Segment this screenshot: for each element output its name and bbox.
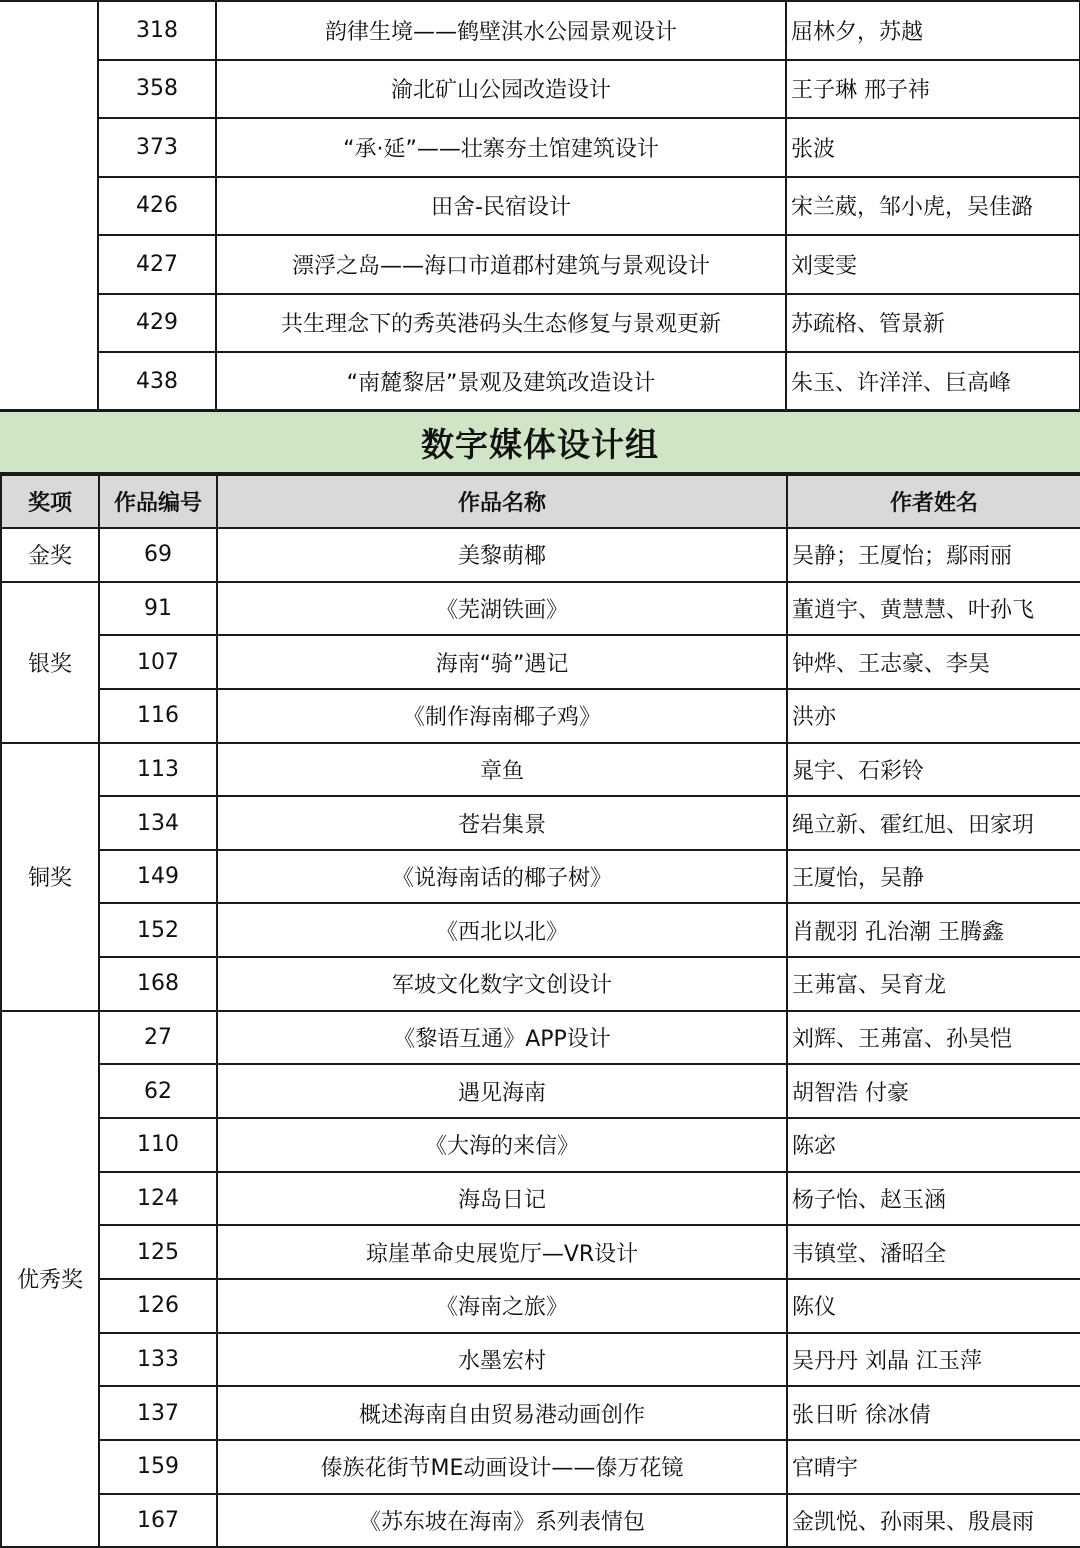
entry-id: 427 xyxy=(98,235,216,294)
entry-title: 《黎语互通》APP设计 xyxy=(217,1011,787,1065)
award-level: 优秀奖 xyxy=(1,1011,99,1547)
entry-id: 124 xyxy=(99,1172,217,1226)
entry-title: 章鱼 xyxy=(217,743,787,797)
table-row xyxy=(1,850,1080,904)
table-row xyxy=(0,177,1080,236)
entry-authors: 王厦怡，吴静 xyxy=(787,850,1080,904)
entry-authors: 张日昕 徐冰倩 xyxy=(787,1386,1080,1440)
entry-id: 373 xyxy=(98,118,216,177)
entry-id: 134 xyxy=(99,796,217,850)
entry-authors: 钟烨、王志豪、李昊 xyxy=(787,635,1080,689)
table-row xyxy=(1,528,1080,582)
table-row xyxy=(1,1440,1080,1494)
entry-title: 韵律生境——鹤壁淇水公园景观设计 xyxy=(216,1,786,60)
entry-id: 133 xyxy=(99,1333,217,1387)
award-level: 金奖 xyxy=(1,528,99,582)
header-award: 奖项 xyxy=(1,475,99,528)
entry-id: 62 xyxy=(99,1064,217,1118)
award-level: 铜奖 xyxy=(1,743,99,1011)
entry-authors: 朱玉、许洋洋、巨高峰 xyxy=(786,352,1080,411)
table-row xyxy=(1,1172,1080,1226)
entry-authors: 晁宇、石彩铃 xyxy=(787,743,1080,797)
entry-id: 91 xyxy=(99,582,217,636)
table-row xyxy=(0,60,1080,119)
table-row xyxy=(0,294,1080,353)
entry-id: 137 xyxy=(99,1386,217,1440)
entry-id: 107 xyxy=(99,635,217,689)
entry-authors: 屈林夕，苏越 xyxy=(786,1,1080,60)
entry-authors: 韦镇堂、潘昭全 xyxy=(787,1225,1080,1279)
table-row xyxy=(1,635,1080,689)
table-row xyxy=(1,743,1080,797)
entry-title: 海岛日记 xyxy=(217,1172,787,1226)
entry-authors: 吴丹丹 刘晶 江玉萍 xyxy=(787,1333,1080,1387)
entry-id: 167 xyxy=(99,1494,217,1548)
entry-title: “南麓黎居”景观及建筑改造设计 xyxy=(216,352,786,411)
table-row xyxy=(1,1333,1080,1387)
entry-authors: 洪亦 xyxy=(787,689,1080,743)
entry-authors: 肖靓羽 孔治潮 王腾鑫 xyxy=(787,903,1080,957)
entry-title: 渝北矿山公园改造设计 xyxy=(216,60,786,119)
entry-authors: 杨子怡、赵玉涵 xyxy=(787,1172,1080,1226)
table-row xyxy=(1,1064,1080,1118)
entry-authors: 张波 xyxy=(786,118,1080,177)
header-authors: 作者姓名 xyxy=(787,475,1080,528)
table-row xyxy=(1,582,1080,636)
entry-title: 遇见海南 xyxy=(217,1064,787,1118)
entry-title: “承·延”——壮寨夯土馆建筑设计 xyxy=(216,118,786,177)
table-row xyxy=(1,1386,1080,1440)
entry-id: 126 xyxy=(99,1279,217,1333)
entry-id: 168 xyxy=(99,957,217,1011)
entry-id: 110 xyxy=(99,1118,217,1172)
entry-id: 69 xyxy=(99,528,217,582)
entry-id: 149 xyxy=(99,850,217,904)
table-row xyxy=(1,1118,1080,1172)
entry-id: 152 xyxy=(99,903,217,957)
entry-authors: 陈宓 xyxy=(787,1118,1080,1172)
entry-title: 《大海的来信》 xyxy=(217,1118,787,1172)
entry-title: 《苏东坡在海南》系列表情包 xyxy=(217,1494,787,1548)
table-row xyxy=(1,796,1080,850)
entry-title: 美黎萌椰 xyxy=(217,528,787,582)
previous-section-table xyxy=(0,0,1080,412)
entry-title: 《说海南话的椰子树》 xyxy=(217,850,787,904)
entry-title: 琼崖革命史展览厅—VR设计 xyxy=(217,1225,787,1279)
entry-id: 113 xyxy=(99,743,217,797)
entry-title: 《芜湖铁画》 xyxy=(217,582,787,636)
award-cell-empty xyxy=(0,1,98,411)
entry-id: 116 xyxy=(99,689,217,743)
award-level: 银奖 xyxy=(1,582,99,743)
entry-title: 苍岩集景 xyxy=(217,796,787,850)
entry-title: 水墨宏村 xyxy=(217,1333,787,1387)
table-row xyxy=(1,689,1080,743)
table-row xyxy=(1,1279,1080,1333)
entry-title: 田舍-民宿设计 xyxy=(216,177,786,236)
entry-id: 426 xyxy=(98,177,216,236)
entry-title: 《制作海南椰子鸡》 xyxy=(217,689,787,743)
entry-authors: 官晴宇 xyxy=(787,1440,1080,1494)
table-row xyxy=(1,1225,1080,1279)
entry-title: 军坡文化数字文创设计 xyxy=(217,957,787,1011)
entry-authors: 吴静；王厦怡；鄢雨丽 xyxy=(787,528,1080,582)
entry-id: 159 xyxy=(99,1440,217,1494)
table-header-row xyxy=(1,475,1080,528)
table-row xyxy=(0,1,1080,60)
entry-authors: 陈仪 xyxy=(787,1279,1080,1333)
entry-authors: 胡智浩 付豪 xyxy=(787,1064,1080,1118)
entry-id: 125 xyxy=(99,1225,217,1279)
entry-authors: 刘辉、王茀富、孙昊恺 xyxy=(787,1011,1080,1065)
entry-title: 漂浮之岛——海口市道郡村建筑与景观设计 xyxy=(216,235,786,294)
entry-title: 海南“骑”遇记 xyxy=(217,635,787,689)
entry-authors: 刘雯雯 xyxy=(786,235,1080,294)
entry-id: 27 xyxy=(99,1011,217,1065)
table-row xyxy=(1,1494,1080,1548)
section-title: 数字媒体设计组 xyxy=(0,409,1080,474)
entry-authors: 金凯悦、孙雨果、殷晨雨 xyxy=(787,1494,1080,1548)
entry-id: 438 xyxy=(98,352,216,411)
table-row xyxy=(0,352,1080,411)
entry-authors: 董逍宇、黄慧慧、叶孙飞 xyxy=(787,582,1080,636)
entry-authors: 王茀富、吴育龙 xyxy=(787,957,1080,1011)
entry-authors: 宋兰葳，邹小虎，吴佳潞 xyxy=(786,177,1080,236)
entry-authors: 王子琳 邢子祎 xyxy=(786,60,1080,119)
table-row xyxy=(1,903,1080,957)
header-id: 作品编号 xyxy=(99,475,217,528)
table-row xyxy=(1,1011,1080,1065)
entry-title: 傣族花街节ME动画设计——傣万花镜 xyxy=(217,1440,787,1494)
entry-id: 318 xyxy=(98,1,216,60)
header-title: 作品名称 xyxy=(217,475,787,528)
table-row xyxy=(1,957,1080,1011)
entry-title: 概述海南自由贸易港动画创作 xyxy=(217,1386,787,1440)
entry-id: 429 xyxy=(98,294,216,353)
entry-authors: 苏疏格、管景新 xyxy=(786,294,1080,353)
entry-id: 358 xyxy=(98,60,216,119)
award-table xyxy=(0,474,1080,1548)
entry-authors: 绳立新、霍红旭、田家玥 xyxy=(787,796,1080,850)
entry-title: 《西北以北》 xyxy=(217,903,787,957)
entry-title: 共生理念下的秀英港码头生态修复与景观更新 xyxy=(216,294,786,353)
table-row xyxy=(0,118,1080,177)
table-row xyxy=(0,235,1080,294)
entry-title: 《海南之旅》 xyxy=(217,1279,787,1333)
